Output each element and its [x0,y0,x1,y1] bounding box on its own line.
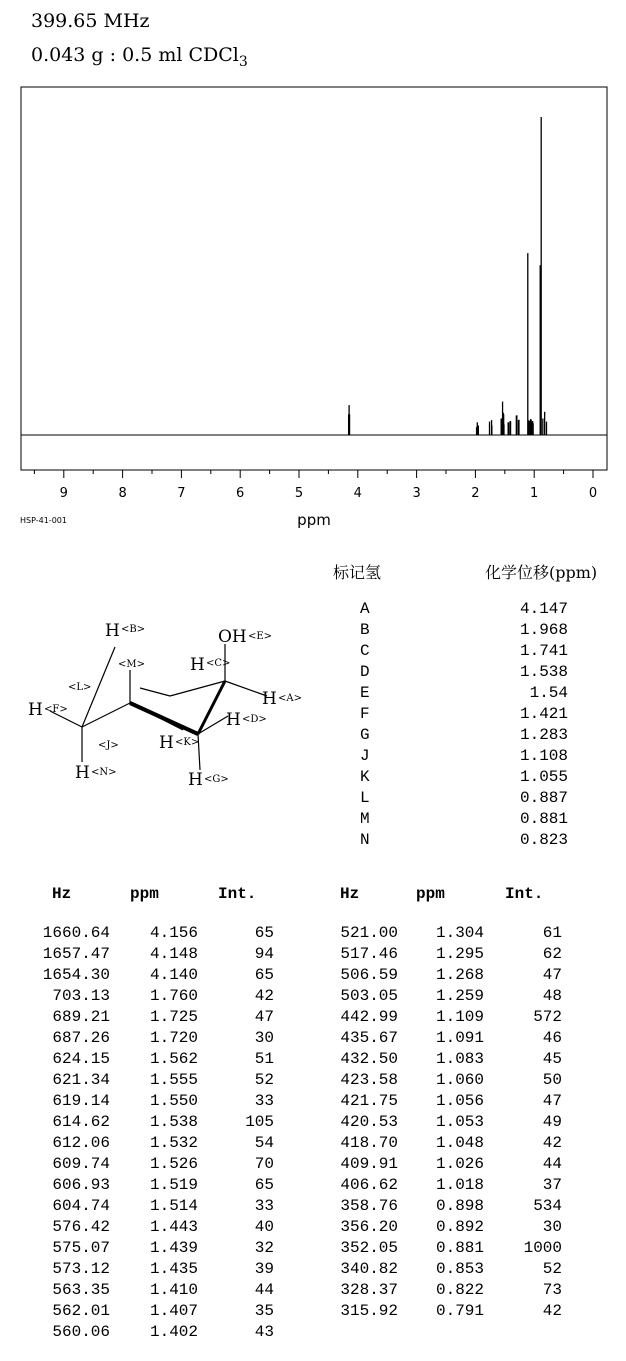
peak-ppm: 1.304 [435,924,484,942]
assignment-label: N [360,831,370,849]
assignment-shift: 1.421 [519,705,568,723]
peak-hz: 421.75 [340,1092,398,1110]
oh-group: OH [218,627,247,647]
sample-text: 0.043 g : 0.5 ml CDCl [31,44,239,66]
assignment-shift: 0.881 [519,810,568,828]
peak-hz: 689.21 [52,1008,110,1026]
peak-intensity: 105 [245,1113,274,1131]
assignment-row [0,789,626,810]
peak-intensity: 42 [254,987,274,1005]
peak-ppm: 1.268 [435,966,484,984]
peak-header-int-left: Int. [218,885,257,903]
assignment-label: D [360,663,370,681]
peak-intensity: 52 [254,1071,274,1089]
peak-intensity: 40 [254,1218,274,1236]
assignment-shift: 4.147 [519,600,568,618]
peak-intensity: 48 [542,987,562,1005]
assignment-shift: 1.538 [519,663,568,681]
assignment-header-shift: 化学位移(ppm) [485,563,598,582]
peak-hz: 352.05 [340,1239,398,1257]
peak-intensity: 32 [254,1239,274,1257]
peak-ppm: 1.760 [149,987,198,1005]
x-tick-label: 7 [177,486,186,501]
peak-ppm: 1.048 [435,1134,484,1152]
peak-intensity: 61 [542,924,562,942]
peak-ppm: 1.083 [435,1050,484,1068]
peak-header-hz-left: Hz [52,885,72,903]
h-atom: H [159,733,174,753]
peak-header-hz-right: Hz [340,885,360,903]
peak-ppm: 1.018 [435,1176,484,1194]
peak-ppm: 1.725 [149,1008,198,1026]
peak-hz: 703.13 [52,987,110,1005]
peak-hz: 423.58 [340,1071,398,1089]
h-label-m: <M> [118,659,145,670]
peak-intensity: 37 [542,1176,562,1194]
h-label-f: <F> [44,704,68,715]
peak-ppm: 0.892 [435,1218,484,1236]
peak-hz: 1657.47 [42,945,110,963]
assignment-label: F [360,705,370,723]
peak-hz: 420.53 [340,1113,398,1131]
peak-ppm: 1.259 [435,987,484,1005]
bond [82,703,130,727]
peak-intensity: 45 [542,1050,562,1068]
peak-ppm: 0.791 [435,1302,484,1320]
peak-intensity: 534 [533,1197,562,1215]
peak-ppm: 1.526 [149,1155,198,1173]
assignment-label: J [360,747,370,765]
peak-hz: 1660.64 [42,924,110,942]
x-axis-label: ppm [297,511,331,529]
peak-hz: 1654.30 [42,966,110,984]
assignment-shift: 1.741 [519,642,568,660]
spectrum-code: HSP-41-001 [20,516,67,525]
peak-ppm: 0.822 [435,1281,484,1299]
peak-intensity: 65 [254,924,274,942]
x-tick-label: 3 [412,486,421,501]
nmr-spectrum-chart [0,0,626,540]
assignment-label: L [360,789,370,807]
x-tick-label: 2 [471,486,480,501]
peak-hz: 609.74 [52,1155,110,1173]
bond [225,681,267,696]
peak-hz: 315.92 [340,1302,398,1320]
peak-hz: 432.50 [340,1050,398,1068]
peak-ppm: 1.091 [435,1029,484,1047]
h-atom: H [28,700,43,720]
peak-ppm: 1.407 [149,1302,198,1320]
h-atom: H [226,710,241,730]
x-tick-label: 0 [588,486,598,501]
h-label-k: <K> [175,737,200,748]
assignment-shift: 1.283 [519,726,568,744]
peak-hz: 563.35 [52,1281,110,1299]
h-atom: H [75,763,90,783]
x-tick-label: 5 [294,486,304,501]
peak-intensity: 73 [542,1281,562,1299]
assignment-label: G [360,726,370,744]
peak-intensity: 572 [533,1008,562,1026]
peak-intensity: 47 [542,1092,562,1110]
peak-hz: 575.07 [52,1239,110,1257]
peak-ppm: 1.026 [435,1155,484,1173]
peak-hz: 619.14 [52,1092,110,1110]
h-atom: H [188,770,203,790]
h-label-e: <E> [248,631,273,642]
peak-ppm: 1.056 [435,1092,484,1110]
assignment-shift: 0.823 [519,831,568,849]
peak-hz: 614.62 [52,1113,110,1131]
peak-ppm: 1.562 [149,1050,198,1068]
sample-subscript: 3 [238,53,248,70]
peak-intensity: 50 [542,1071,562,1089]
assignment-label: E [360,684,370,702]
peak-hz: 624.15 [52,1050,110,1068]
assignment-header-label: 标记氢 [333,563,382,582]
h-atom: H [190,655,205,675]
assignment-label: B [360,621,370,639]
peak-intensity: 33 [254,1092,274,1110]
peak-ppm: 1.060 [435,1071,484,1089]
peaks-layer [349,117,547,435]
x-tick-label: 9 [59,486,68,501]
bond [130,703,183,730]
peak-intensity: 43 [254,1323,274,1341]
x-tick-label: 4 [353,486,362,501]
peak-hz: 573.12 [52,1260,110,1278]
x-tick-label: 1 [530,486,539,501]
peak-intensity: 65 [254,1176,274,1194]
peak-ppm: 4.156 [149,924,198,942]
peak-intensity: 65 [254,966,274,984]
peak-intensity: 44 [542,1155,562,1173]
peak-ppm: 1.514 [149,1197,198,1215]
x-tick-label: 8 [118,486,127,501]
x-tick-label: 6 [236,486,245,501]
peak-intensity: 94 [254,945,274,963]
peak-hz: 612.06 [52,1134,110,1152]
peak-ppm: 4.148 [149,945,198,963]
peak-ppm: 1.402 [149,1323,198,1341]
peak-hz: 606.93 [52,1176,110,1194]
peak-header-ppm-left: ppm [130,885,159,903]
h-label-b: <B> [121,624,146,635]
peak-ppm: 1.295 [435,945,484,963]
plot-frame [21,87,607,470]
peak-intensity: 51 [254,1050,274,1068]
peak-intensity: 47 [542,966,562,984]
assignment-label: A [360,600,370,618]
peak-ppm: 1.435 [149,1260,198,1278]
h-label-l: <L> [68,682,92,693]
assignment-label: M [360,810,370,828]
assignment-row [0,831,626,852]
peak-intensity: 42 [542,1302,562,1320]
peak-hz: 356.20 [340,1218,398,1236]
assignment-shift: 1.055 [519,768,568,786]
peak-hz: 517.46 [340,945,398,963]
peak-ppm: 1.443 [149,1218,198,1236]
peak-hz: 560.06 [52,1323,110,1341]
x-axis-ticks [34,470,597,501]
peak-header-int-right: Int. [505,885,544,903]
peak-hz: 562.01 [52,1302,110,1320]
peak-ppm: 1.109 [435,1008,484,1026]
peak-intensity: 1000 [523,1239,562,1257]
bond [140,688,170,696]
assignment-shift: 1.968 [519,621,568,639]
peak-intensity: 70 [254,1155,274,1173]
peak-hz: 506.59 [340,966,398,984]
h-label-n: <N> [91,767,117,778]
assignment-shift: 1.108 [519,747,568,765]
peak-intensity: 47 [254,1008,274,1026]
peak-hz: 442.99 [340,1008,398,1026]
peak-ppm: 0.853 [435,1260,484,1278]
peak-intensity: 54 [254,1134,274,1152]
peak-hz: 604.74 [52,1197,110,1215]
peak-ppm: 0.898 [435,1197,484,1215]
peak-intensity: 30 [254,1029,274,1047]
peak-hz: 406.62 [340,1176,398,1194]
molecule-structure [20,610,320,790]
peak-ppm: 1.519 [149,1176,198,1194]
peak-ppm: 1.410 [149,1281,198,1299]
peak-hz: 521.00 [340,924,398,942]
peak-ppm: 0.881 [435,1239,484,1257]
h-atom: H [105,621,120,641]
peak-hz: 576.42 [52,1218,110,1236]
peak-hz: 503.05 [340,987,398,1005]
peak-hz: 435.67 [340,1029,398,1047]
peak-ppm: 1.532 [149,1134,198,1152]
h-label-d: <D> [242,714,267,725]
peak-intensity: 62 [542,945,562,963]
h-atom: H [262,689,277,709]
peak-ppm: 1.720 [149,1029,198,1047]
peak-ppm: 1.550 [149,1092,198,1110]
peak-intensity: 39 [254,1260,274,1278]
peak-hz: 621.34 [52,1071,110,1089]
peak-header-ppm-right: ppm [416,885,445,903]
peak-ppm: 4.140 [149,966,198,984]
peak-intensity: 46 [542,1029,562,1047]
h-label-g: <G> [204,774,229,785]
peak-intensity: 49 [542,1113,562,1131]
peak-ppm: 1.053 [435,1113,484,1131]
assignment-row [0,810,626,831]
h-label-c: <C> [206,658,231,669]
h-label-a: <A> [278,693,302,704]
peak-ppm: 1.439 [149,1239,198,1257]
bond [170,681,225,696]
assignment-label: K [360,768,370,786]
h-label-j: <J> [98,740,119,751]
peak-hz: 340.82 [340,1260,398,1278]
assignment-label: C [360,642,370,660]
peak-hz: 409.91 [340,1155,398,1173]
peak-hz: 328.37 [340,1281,398,1299]
peak-ppm: 1.555 [149,1071,198,1089]
peak-intensity: 44 [254,1281,274,1299]
peak-intensity: 35 [254,1302,274,1320]
peak-intensity: 33 [254,1197,274,1215]
peak-intensity: 42 [542,1134,562,1152]
peak-ppm: 1.538 [149,1113,198,1131]
peak-intensity: 30 [542,1218,562,1236]
peak-hz: 687.26 [52,1029,110,1047]
peak-hz: 418.70 [340,1134,398,1152]
peak-intensity: 52 [542,1260,562,1278]
spectrometer-frequency: 399.65 MHz [31,10,150,32]
assignment-shift: 1.54 [529,684,568,702]
assignment-shift: 0.887 [519,789,568,807]
peak-hz: 358.76 [340,1197,398,1215]
